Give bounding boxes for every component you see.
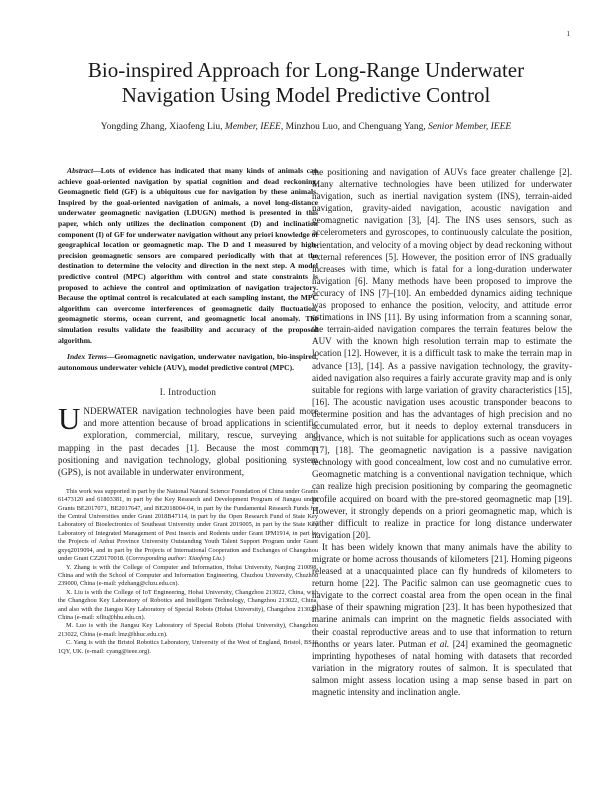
footnotes bbox=[58, 488, 318, 656]
abstract bbox=[58, 166, 318, 346]
intro-paragraph-3-text-b: [24] examined the geomagnetic imprinting hypotheses of natal homing with datasets that recorded variation in the migratory routes of salmon. It is speculated that salmon might assess location using a map sense based in part on magnetic intensity and inclination angle. bbox=[312, 638, 572, 698]
author-affiliation-1: Member, IEEE, bbox=[224, 122, 284, 132]
index-terms-text: —Geomagnetic navigation, underwater navigation, bio-inspired, autonomous underwater vehicle (AUV), model predictive control (MPC). bbox=[58, 352, 318, 372]
intro-paragraph-3 bbox=[312, 541, 572, 698]
paper-title: Bio-inspired Approach for Long-Range Underwater Navigation Using Model Predictive Control bbox=[87, 58, 525, 107]
footnote-author-2: X. Liu is with the College of IoT Engineering, Hohai University, Changzhou 213022, China, with the Changzhou Key Laboratory of Robotics and Intelligent Technology, Changzhou 213022, China, and also with the Jiangsu Key Laboratory of Special Robots (Hohai University), Changzhou 213022, China (e-mail: xfliu@hhu.edu.cn). bbox=[58, 588, 318, 621]
footnote-funding-end: ) bbox=[222, 555, 225, 563]
abstract-text: —Lots of evidence has indicated that many kinds of animals can achieve goal-oriented navigation by spatial cognition and dead reckoning. Geomagnetic field (GF) is a ubiquitous cue for navigation by these animals. Inspired by the goal-oriented navigation of animals, a novel long-distance underwater geomagnetic navigation (LDUGN) method is presented in this paper, which only utilizes the declination component (D) and inclination component (I) of GF for underwater navigation without any priori knowledge of geographical location or geomagnetic map. The D and I measured by high-precision geomagnetic sensors are compared periodically with that at the destination to determine the velocity and direction in the next step. A model predictive control (MPC) algorithm with control and state constraints is proposed to achieve the control and optimization of navigation trajectory. Because the optimal control is recalculated at each sampling instant, the MPC algorithm can overcome interferences of geomagnetic daily fluctuation, geomagnetic storms, ocean current, and geomagnetic local anomaly. The simulation results validate the feasibility and accuracy of the proposed algorithm. bbox=[58, 166, 318, 345]
drop-cap: U bbox=[58, 401, 81, 437]
left-column bbox=[58, 166, 318, 656]
intro-paragraph-1-text: NDERWATER navigation technologies have been paid more and more attention because of broad applications in scientific exploration, commercial, military, rescue, surveying and mapping in the past decades [1]. Because the most common positioning and navigation technology, global positioning system (GPS), is not available in underwater environment, bbox=[58, 406, 318, 477]
abstract-label: Abstract bbox=[67, 166, 94, 175]
footnote-corresponding: Corresponding author: Xiaofeng Liu. bbox=[128, 555, 223, 563]
index-terms-label: Index Terms bbox=[67, 352, 107, 362]
right-column bbox=[312, 166, 572, 698]
author-list bbox=[40, 121, 572, 133]
footnote-funding bbox=[58, 488, 318, 564]
intro-paragraph-3-etal: et al. bbox=[429, 638, 450, 649]
intro-paragraph-3-text-a: It has been widely known that many animals have the ability to migrate or home across thousands of kilometers [21]. Homing pigeons released at a unacquainted place can fly hundreds of kilometers to return home [22]. The Pacific salmon can use geomagnetic cues to navigate to the correct coastal area from the open ocean in the final phase of their spawning migration [23]. It has been hypothesized that marine animals can imprint on the magnetic fields associated with their coastal reproductive areas and to use that information to return months or years later. Putman bbox=[312, 541, 572, 649]
section-heading: I. Introduction bbox=[159, 387, 217, 398]
intro-paragraph-2: the positioning and navigation of AUVs face greater challenge [2]. Many alternative technologies have been utilized for underwater navigation, such as inertial navigation system (INS), terrain-aided navigation, gravity-aided navigation, acoustic navigation and geomagnetic navigation [3], [4]. The INS uses sensors, such as accelerometers and gyroscopes, to continuously calculate the position, orientation, and velocity of a moving object by dead reckoning without external references [5]. However, the position error of INS gradually increases with time, which is fatal for a long-duration underwater navigation [6]. Many methods have been proposed to improve the accuracy of INS [7]–[10]. An embedded dynamics aiding technique was proposed to enhance the position, velocity, and attitude error estimations in INS [11]. By using information from a scanning sonar, the terrain-aided navigation compares the terrain features below the AUV with the known high resolution terrain map to estimate the location [12]. However, it is a difficult task to make the terrain map in advance [13], [14]. As a passive navigation technology, the gravity-aided navigation also requires a fairly accurate gravity map and is only suitable for regions with large variation of gravity characteristics [15], [16]. The acoustic navigation uses acoustic transponder beacons to determine position and has the advantages of high precision and no accumulated error, but it needs to deploy external transducers in advance, which is not suitable for applications such as ocean voyages [17], [18]. The geomagnetic navigation is a passive navigation technology with good concealment, low cost and no cumulative error. Geomagnetic matching is a conventional navigation technique, which can realize high precision positioning by comparing the geomagnetic profile acquired on board with the pre-stored geomagnetic map [19]. However, it strongly depends on a priori geomagnetic map, which is rather difficult to realize in practice for long distance underwater navigation [20]. bbox=[312, 167, 572, 540]
footnote-author-4: C. Yang is with the Bristol Robotics Laboratory, University of the West of England, Bristol, BS16 1QY, UK. (e-mail: cyang@ieee.org). bbox=[58, 639, 318, 655]
author-affiliation-2: Senior Member, IEEE bbox=[428, 122, 512, 132]
author-names-2: Minzhou Luo, and Chenguang Yang, bbox=[285, 122, 426, 132]
footnote-author-1: Y. Zhang is with the College of Computer and Information, Hohai University, Nanjing 210098, China and with the School of Computer and Information Engineering, Chuzhou University, Chuzhou 239000, China (e-mail: ydzhang@chzu.edu.cn). bbox=[58, 563, 318, 588]
index-terms bbox=[58, 352, 318, 373]
author-names-1: Yongding Zhang, Xiaofeng Liu, bbox=[100, 122, 223, 132]
footnote-funding-text: This work was supported in part by the National Natural Science Foundation of China under Grants 61473120 and 61803381, in part by the Key Research and Development Program of Jiangsu under Grants BE2017071, BE2017647, and BE2018004-04, in part by the Fundamental Research Funds for the Central Universities under Grant 2018B47114, in part by the Open Research Fund of State Key Laboratory of Bioelectronics of Southeast University under Grant 2019005, in part by the State Key Laboratory of Integrated Management of Pest Insects and Rodents under Grant IPM1914, in part by the Projects of Anhui Province University Outstanding Youth Talent Support Program under Grant gxyq2019094, and in part by the Projects of International Cooperation and Exchanges of Changzhou under Grant CZ20170018. ( bbox=[58, 487, 318, 563]
page-number: 1 bbox=[566, 30, 570, 38]
intro-paragraph-1 bbox=[58, 401, 318, 478]
footnote-author-3: M. Luo is with the Jiangsu Key Laboratory of Special Robots (Hohai University), Changzhou 213022, China (e-mail: lmz@hhuc.edu.cn). bbox=[58, 622, 318, 638]
